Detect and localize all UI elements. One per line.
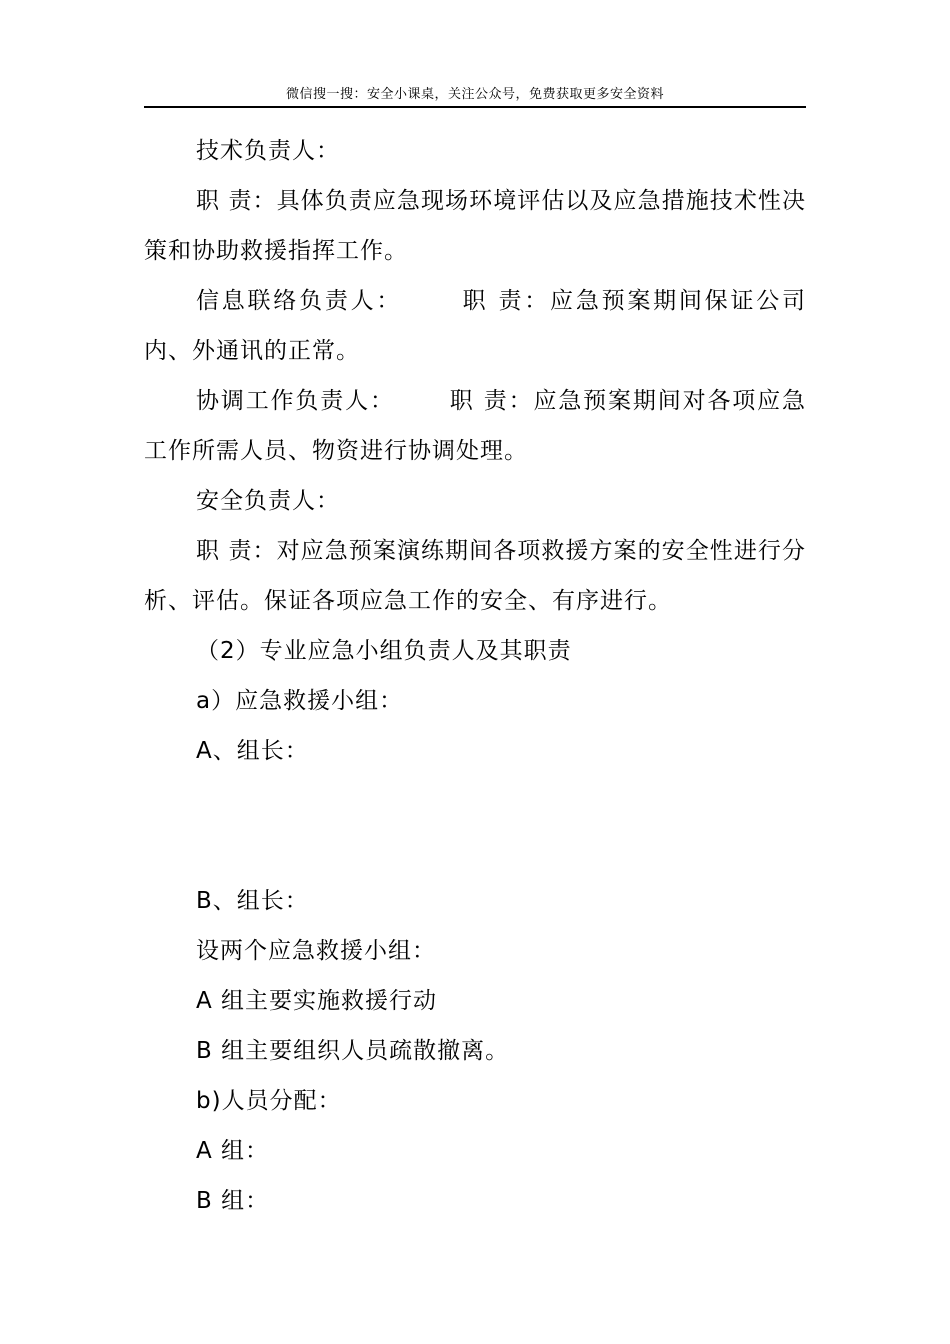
technical-lead-heading: 技术负责人： [196, 138, 340, 164]
team-b-leader: B、组长： [196, 888, 309, 914]
team-b-members: B 组： [196, 1188, 270, 1214]
document-body [144, 126, 806, 1226]
two-teams-line: 设两个应急救援小组： [196, 938, 436, 964]
team-a-members: A 组： [196, 1138, 270, 1164]
info-liaison-paragraph: 信息联络负责人： 职 责：应急预案期间保证公司内、外通讯的正常。 [144, 288, 806, 364]
team-a-duty: A 组主要实施救援行动 [196, 988, 438, 1014]
page-header [144, 86, 806, 108]
team-a-leader: A、组长： [196, 738, 309, 764]
safety-lead-duty: 职 责：对应急预案演练期间各项救援方案的安全性进行分析、评估。保证各项应急工作的安全、有序进行。 [144, 538, 806, 614]
header-text: 微信搜一搜：安全小课桌，关注公众号，免费获取更多安全资料 [285, 87, 664, 102]
blank-space [144, 776, 806, 876]
staff-allocation-heading: b)人员分配： [196, 1088, 342, 1114]
team-b-duty: B 组主要组织人员疏散撤离。 [196, 1038, 510, 1064]
safety-lead-heading: 安全负责人： [196, 488, 340, 514]
coordination-paragraph: 协调工作负责人： 职 责：应急预案期间对各项应急工作所需人员、物资进行协调处理。 [144, 388, 806, 464]
section-2-heading: （2）专业应急小组负责人及其职责 [196, 638, 572, 664]
technical-lead-duty: 职 责：具体负责应急现场环境评估以及应急措施技术性决策和协助救援指挥工作。 [144, 188, 806, 264]
rescue-team-heading: a）应急救援小组： [196, 688, 404, 714]
